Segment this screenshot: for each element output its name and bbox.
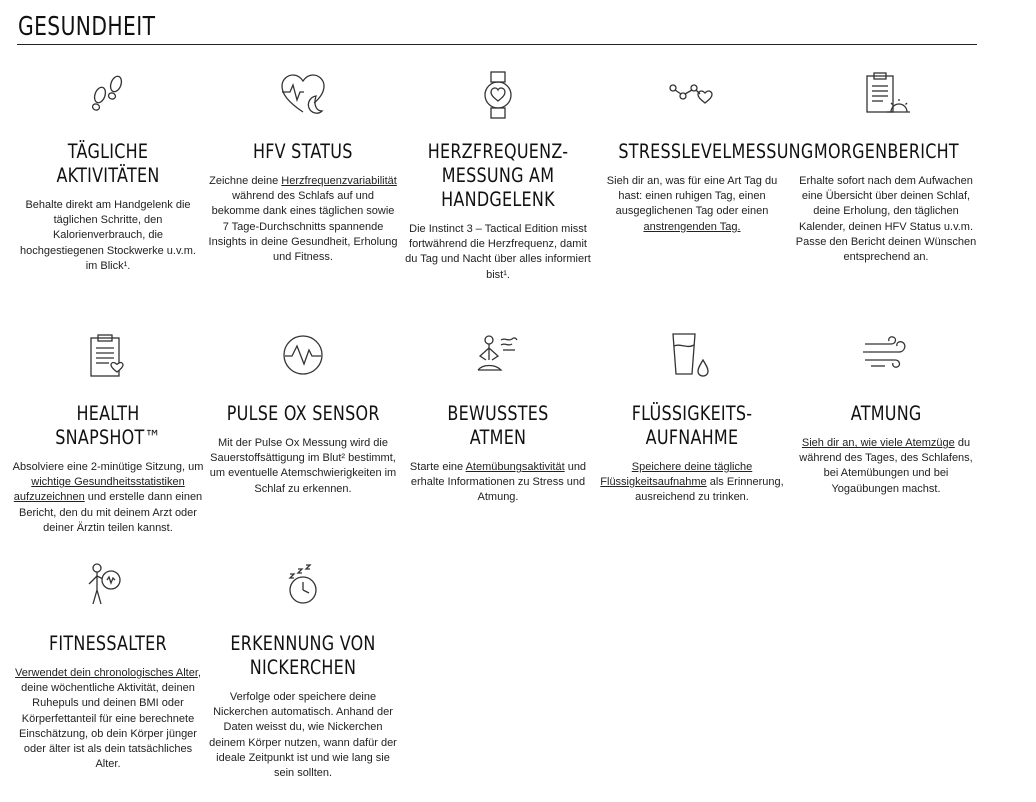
feature-description: Mit der Pulse Ox Messung wird die Sauerstoffsättigung im Blut² bestimmt, um eventuelle Atemschwierigkeiten im Schlaf zu erkennen. [209, 437, 397, 495]
feature-title: FLÜSSIGKEITS-AUFNAHME [631, 402, 753, 449]
feature-description: Erhalte sofort nach dem Aufwachen eine Übersicht über deinen Schlaf, deine Erholung, den täglichen Kalender, deinen HFV Status u.v.m. Passe den Bericht deinen Wünschen entsprechend an. [795, 175, 977, 264]
feature-title: STRESSLEVELMESSUNG [618, 140, 814, 163]
feature-description: Speichere deine tägliche Flüssigkeitsaufnahme als Erinnerung, ausreichend zu trinken. [600, 461, 784, 504]
feature-title: PULSE OX SENSOR [226, 402, 380, 425]
nap-clock-icon [278, 562, 328, 612]
respiration-link[interactable]: Sieh dir an, wie viele Atemzüge [801, 437, 955, 449]
hydration-link[interactable]: Speichere deine tägliche Flüssigkeitsaufnahme [600, 461, 753, 489]
footprints-icon [83, 70, 133, 120]
feature-stress-level [597, 70, 814, 235]
watch-heart-icon [473, 70, 523, 120]
water-glass-icon [667, 332, 717, 382]
feature-title: BEWUSSTES ATMEN [447, 402, 549, 449]
feature-description: Verwendet dein chronologisches Alter, deine wöchentliche Aktivität, deinen Ruhepuls und deinen BMI oder Körperfettanteil für eine berechnete Einschätzung, ob dein Körper jünger oder älter ist als dein tatsächliches Alter. [15, 667, 201, 771]
breathwork-link[interactable]: Atemübungsaktivität [465, 461, 565, 473]
feature-title: ERKENNUNG VON NICKERCHEN [230, 632, 376, 679]
feature-title: HEALTH SNAPSHOT™ [55, 402, 161, 449]
feature-title: TÄGLICHE AKTIVITÄTEN [56, 140, 160, 187]
fitness-age-icon [83, 562, 133, 612]
feature-description: Behalte direkt am Handgelenk die täglichen Schritte, den Kalorienverbrauch, die hochgestiegenen Stockwerke u.v.m. im Blick¹. [20, 199, 196, 272]
health-stats-link[interactable]: wichtige Gesundheitsstatistiken aufzuzeichnen [13, 476, 185, 504]
hrv-heart-moon-icon [278, 70, 328, 120]
feature-hydration [597, 332, 787, 506]
feature-description: Sieh dir an, wie viele Atemzüge du während des Tages, des Schlafens, bei Atemübungen und bei Yogaübungen machst. [799, 437, 973, 495]
feature-description: Verfolge oder speichere deine Nickerchen automatisch. Anhand der Daten weisst du, wie Nickerchen deinem Körper nutzen, wann dafür der ideale Zeitpunkt ist und wie lang sie sein sollten. [209, 691, 397, 780]
feature-nap-detection [208, 562, 398, 781]
feature-heart-rate [403, 70, 593, 283]
feature-title: MORGENBERICHT [813, 140, 959, 163]
feature-description: Absolviere eine 2-minütige Sitzung, um wichtige Gesundheitsstatistiken aufzuzeichnen und erstelle dann einen Bericht, den du mit deinem Arzt oder deiner Ärztin teilen kannst. [12, 461, 204, 534]
feature-breathwork [403, 332, 593, 506]
clipboard-sun-icon [861, 70, 911, 120]
feature-health-snapshot [8, 332, 208, 536]
chronological-age-link[interactable]: Verwendet dein chronologisches Alter [15, 667, 198, 679]
feature-description: Starte eine Atemübungsaktivität und erhalte Informationen zu Stress und Atmung. [409, 461, 587, 504]
feature-hrv-status [208, 70, 398, 265]
feature-title: ATMUNG [850, 402, 922, 425]
feature-description: Die Instinct 3 – Tactical Edition misst fortwährend die Herzfrequenz, damit du Tag und Nacht über alles informiert bist¹. [405, 223, 591, 281]
section-title: GESUNDHEIT [18, 12, 156, 42]
feature-title: FITNESSALTER [49, 632, 167, 655]
pulse-ox-icon [278, 332, 328, 382]
hrv-link[interactable]: Herzfrequenzvariabilität [281, 175, 397, 187]
meditation-icon [473, 332, 523, 382]
feature-respiration [791, 332, 981, 497]
clipboard-heart-icon [83, 332, 133, 382]
stress-level-icon [667, 70, 717, 120]
section-divider [17, 44, 977, 45]
feature-pulse-ox [208, 332, 398, 497]
strenuous-day-link[interactable]: anstrengenden Tag. [643, 220, 741, 233]
feature-title: HERZFREQUENZ-MESSUNG AM HANDGELENK [427, 140, 569, 211]
feature-morning-report [791, 70, 981, 265]
feature-daily-activities [13, 70, 203, 274]
feature-description: Sieh dir an, was für eine Art Tag du hast: einen ruhigen Tag, einen ausgeglichenen Tag oder einen anstrengenden Tag. [606, 175, 778, 233]
feature-title: HFV STATUS [253, 140, 353, 163]
feature-fitness-age [13, 562, 203, 772]
wind-icon [861, 332, 911, 382]
feature-description: Zeichne deine Herzfrequenzvariabilität während des Schlafs auf und bekomme dank eines täglichen sowie 7 Tage-Durchschnitts spannende Insights in deine Gesundheit, Erholung und Fitness. [208, 175, 398, 264]
